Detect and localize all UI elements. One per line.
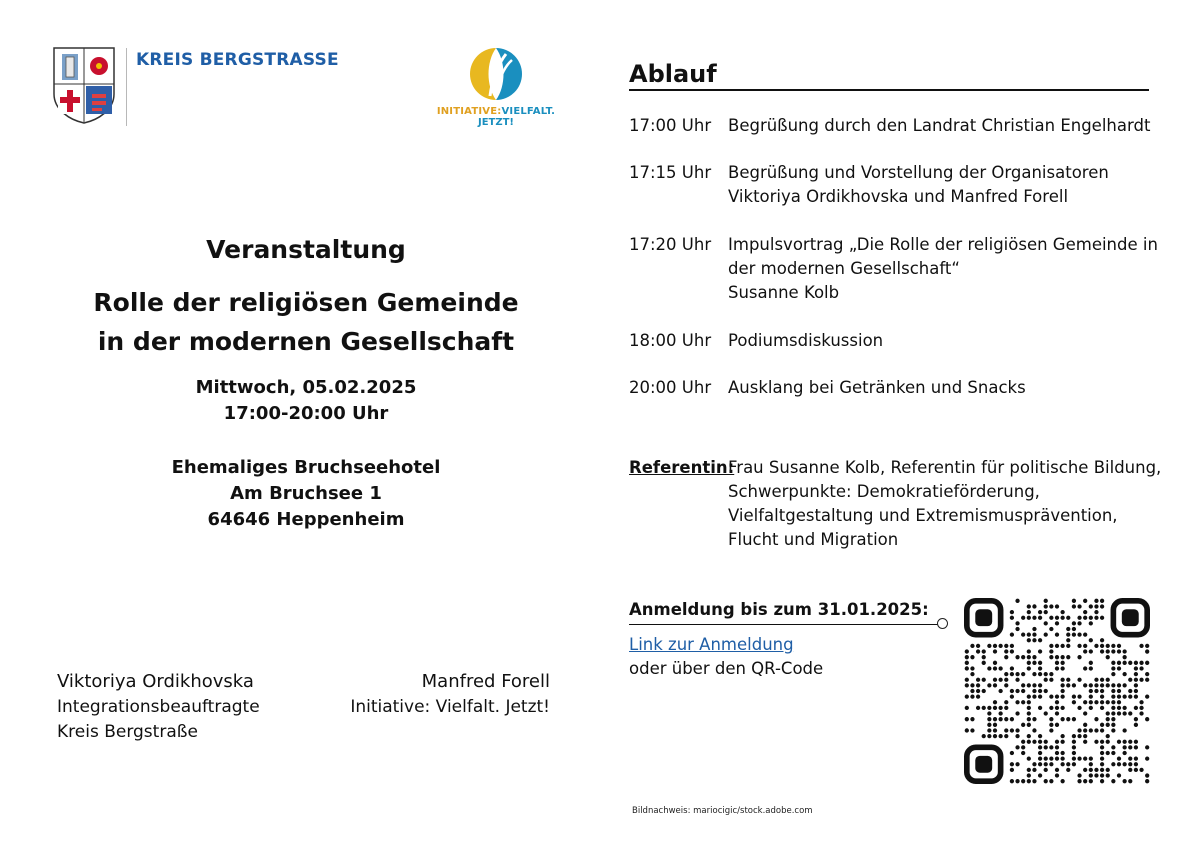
registration-title: Anmeldung bis zum 31.01.2025: <box>629 600 929 619</box>
organizer-name: Manfred Forell <box>421 671 550 692</box>
speaker-label: Referentin: <box>629 458 735 477</box>
agenda-line: Ausklang bei Getränken und Snacks <box>728 378 1026 397</box>
agenda-line: Begrüßung und Vorstellung der Organisatoren <box>728 163 1109 182</box>
registration-rule-end-dot <box>937 618 948 629</box>
organizer-role: Integrationsbeauftragte <box>57 697 260 717</box>
agenda-line: der modernen Gesellschaft“ <box>728 259 960 278</box>
agenda-item <box>629 114 1169 138</box>
organizer-role-line2: Kreis Bergstraße <box>57 722 198 742</box>
speaker-line: Schwerpunkte: Demokratieförderung, <box>728 482 1040 501</box>
agenda-item <box>629 233 1169 305</box>
agenda-text <box>728 161 1169 209</box>
registration-qr-code[interactable] <box>964 598 1150 784</box>
registration-link[interactable]: Link zur Anmeldung <box>629 635 794 654</box>
agenda-item <box>629 329 1169 353</box>
speaker-line: Vielfaltgestaltung und Extremismusprävention, <box>728 506 1118 525</box>
organizer-left <box>57 668 260 745</box>
kreis-name: KREIS BERGSTRASSE <box>136 50 339 70</box>
registration-or-text: oder über den QR-Code <box>629 659 824 678</box>
agenda-time: 17:00 Uhr <box>629 116 712 135</box>
speaker-text <box>728 456 1161 552</box>
registration-rule <box>629 624 939 625</box>
venue-name: Ehemaliges Bruchseehotel <box>171 457 441 478</box>
agenda-line: Impulsvortrag „Die Rolle der religiösen Gemeinde in <box>728 235 1158 254</box>
agenda-time: 17:20 Uhr <box>629 235 712 254</box>
agenda-text <box>728 329 1169 353</box>
initiative-leaf-icon <box>468 46 524 102</box>
venue-street: Am Bruchsee 1 <box>230 483 382 504</box>
agenda-line: Podiumsdiskussion <box>728 331 884 350</box>
organizer-role: Initiative: Vielfalt. Jetzt! <box>350 697 550 717</box>
agenda-text <box>728 114 1169 138</box>
agenda-heading-rule <box>629 89 1149 91</box>
venue-city: 64646 Heppenheim <box>207 509 405 530</box>
agenda-heading: Ablauf <box>629 60 717 88</box>
initiative-part2: VIELFALT. <box>501 106 556 117</box>
qr-finder-inner <box>975 609 992 626</box>
agenda-text <box>728 233 1169 305</box>
agenda-time: 20:00 Uhr <box>629 378 712 397</box>
agenda-time: 17:15 Uhr <box>629 163 712 182</box>
initiative-name-line1 <box>436 106 556 117</box>
agenda-list <box>629 114 1169 400</box>
event-title-line1: Rolle der religiösen Gemeinde <box>93 288 519 317</box>
event-date: Mittwoch, 05.02.2025 <box>195 377 417 398</box>
speaker-block <box>629 456 1169 552</box>
coat-of-arms-icon <box>52 46 116 124</box>
organizer-right <box>350 668 550 720</box>
agenda-line: Viktoriya Ordikhovska und Manfred Forell <box>728 187 1069 206</box>
initiative-logo <box>436 46 556 136</box>
agenda-line: Susanne Kolb <box>728 283 840 302</box>
qr-finder-inner <box>975 756 992 773</box>
speaker-line: Frau Susanne Kolb, Referentin für politische Bildung, <box>728 458 1162 477</box>
agenda-line: Begrüßung durch den Landrat Christian Engelhardt <box>728 116 1151 135</box>
event-title-line2: in der modernen Gesellschaft <box>97 327 515 356</box>
initiative-part1: INITIATIVE: <box>436 106 502 117</box>
image-credit: Bildnachweis: mariocigic/stock.adobe.com <box>632 806 813 816</box>
qr-modules <box>965 599 1150 784</box>
initiative-name-line2: JETZT! <box>477 117 514 128</box>
agenda-text <box>728 376 1169 400</box>
organizer-name: Viktoriya Ordikhovska <box>57 671 254 692</box>
event-time: 17:00-20:00 Uhr <box>223 403 389 424</box>
qr-finder-inner <box>1122 609 1139 626</box>
agenda-time: 18:00 Uhr <box>629 331 712 350</box>
speaker-line: Flucht und Migration <box>728 530 899 549</box>
event-label: Veranstaltung <box>206 235 406 264</box>
agenda-item <box>629 161 1169 209</box>
agenda-item <box>629 376 1169 400</box>
kreis-bergstrasse-logo <box>52 46 342 126</box>
